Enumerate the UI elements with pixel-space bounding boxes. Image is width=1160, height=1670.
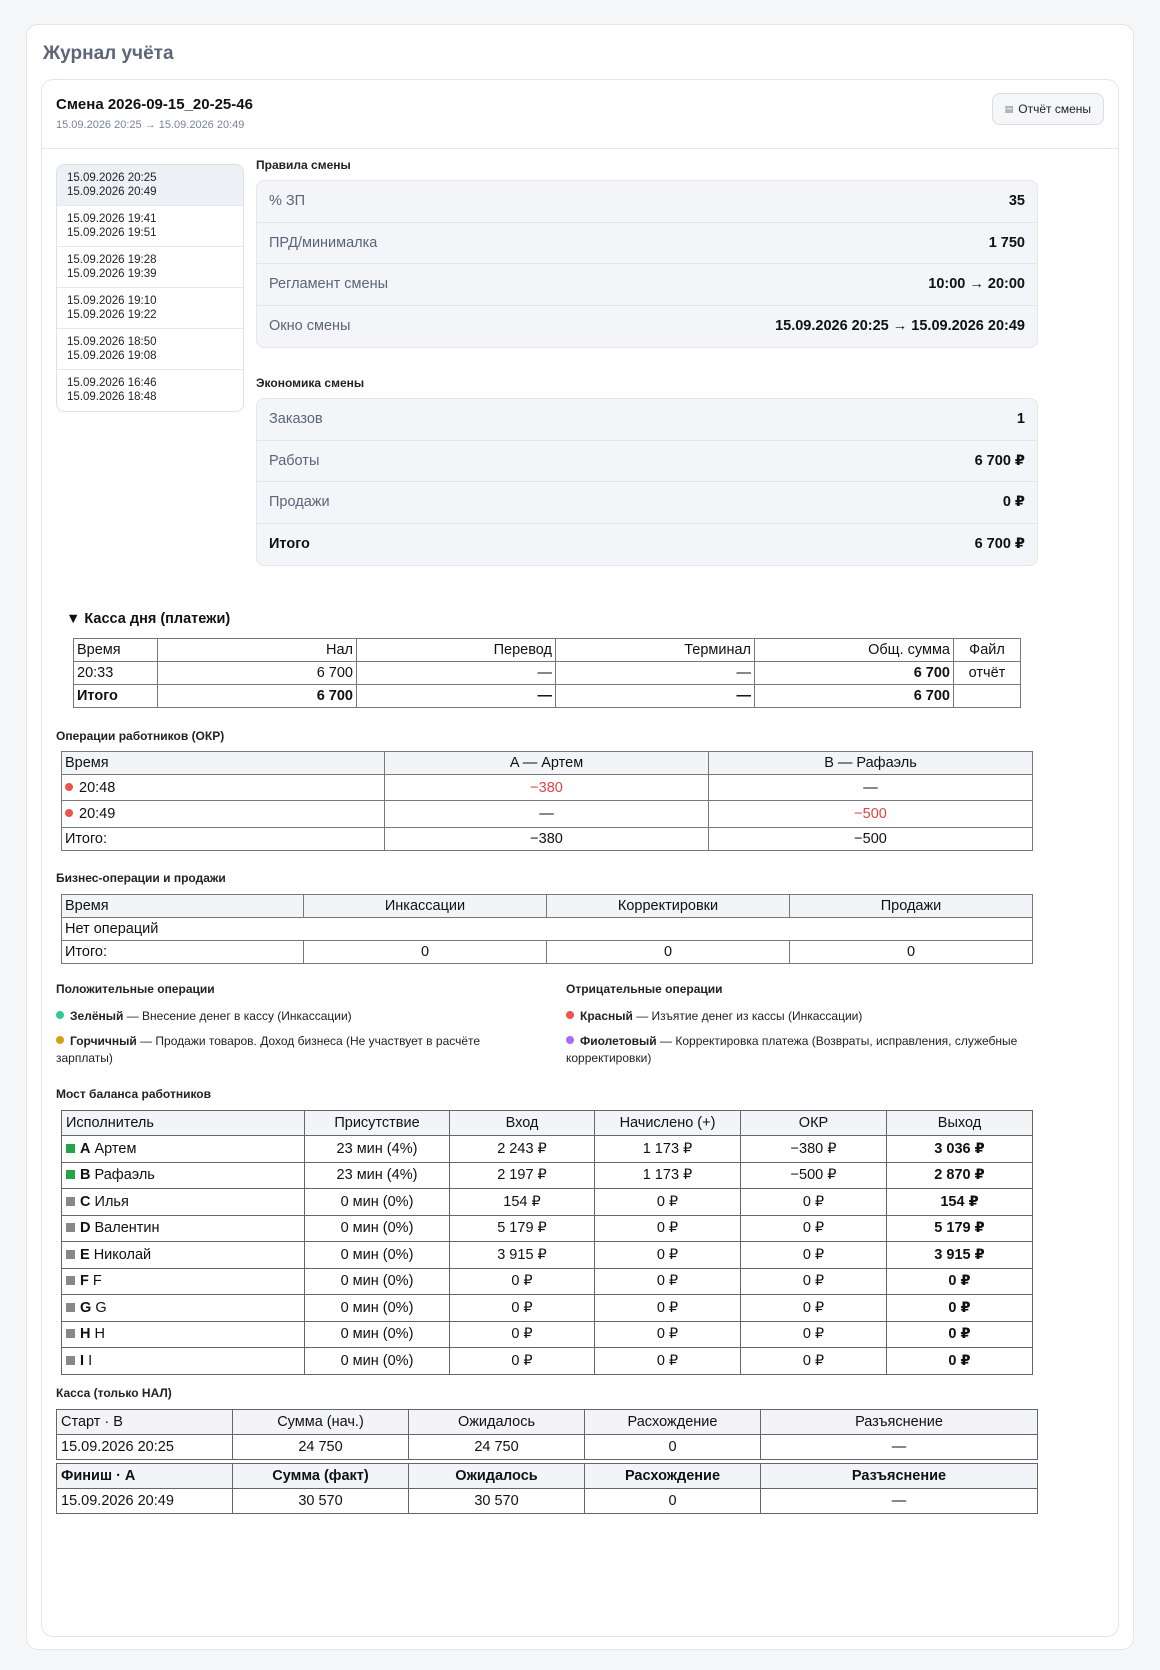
- cell: [62, 801, 385, 828]
- cell: —: [761, 1435, 1038, 1460]
- executor-cell: [62, 1242, 305, 1269]
- executor-code: H: [80, 1326, 91, 1343]
- kv-row: [257, 181, 1037, 223]
- cash-start-table: [56, 1409, 1038, 1460]
- legend-desc: — Изъятие денег из кассы (Инкассации): [632, 1009, 863, 1023]
- kv-value: 15.09.2026 20:25 → 15.09.2026 20:49: [775, 318, 1025, 335]
- cell-okr: −380 ₽: [741, 1136, 887, 1163]
- cell-presence: 0 мин (0%): [305, 1242, 450, 1269]
- col-header: Финиш · A: [57, 1464, 233, 1489]
- kv-key: Заказов: [269, 411, 323, 428]
- session-start: 15.09.2026 16:46: [67, 377, 157, 389]
- executor-cell: [62, 1348, 305, 1375]
- col-header: Время: [62, 895, 304, 918]
- session-item[interactable]: [57, 165, 243, 206]
- cell: −500: [709, 801, 1033, 828]
- cell-out: 0 ₽: [887, 1295, 1033, 1322]
- cell: —: [709, 775, 1033, 801]
- cell-accrued: 0 ₽: [595, 1268, 741, 1295]
- table-header-row: [57, 1410, 1038, 1435]
- cell-presence: 0 мин (0%): [305, 1189, 450, 1216]
- kv-row: [257, 482, 1037, 524]
- cell-okr: 0 ₽: [741, 1348, 887, 1375]
- legend-item: [56, 1008, 526, 1025]
- status-square-icon: [66, 1276, 75, 1285]
- col-header: Выход: [887, 1111, 1033, 1136]
- cell: −380: [385, 828, 709, 851]
- table-header-row: [62, 895, 1033, 918]
- status-square-icon: [66, 1223, 75, 1232]
- kv-key: ПРД/минималка: [269, 234, 378, 251]
- business-label: Бизнес-операции и продажи: [56, 871, 226, 885]
- cell-okr: 0 ₽: [741, 1321, 887, 1348]
- kv-value: 6 700 ₽: [974, 536, 1025, 553]
- table-header-row: [62, 1111, 1033, 1136]
- cell-out: 5 179 ₽: [887, 1215, 1033, 1242]
- cell-presence: 0 мин (0%): [305, 1295, 450, 1322]
- cell: Итого: [74, 685, 158, 708]
- session-item[interactable]: [57, 206, 243, 247]
- kv-key: Работы: [269, 452, 320, 469]
- table-row: [62, 1295, 1033, 1322]
- cell-okr: 0 ₽: [741, 1242, 887, 1269]
- session-start: 15.09.2026 19:10: [67, 295, 157, 307]
- table-header-row: [74, 639, 1021, 662]
- okr-time: 20:49: [79, 806, 116, 822]
- cell-accrued: 0 ₽: [595, 1321, 741, 1348]
- table-total-row: [62, 828, 1033, 851]
- cell: 20:33: [74, 662, 158, 685]
- cell-in: 0 ₽: [450, 1295, 595, 1322]
- executor-name: F: [92, 1273, 102, 1290]
- session-start: 15.09.2026 19:28: [67, 254, 157, 266]
- cell: 0: [304, 941, 547, 964]
- executor-code: B: [80, 1167, 91, 1184]
- col-header: Корректировки: [547, 895, 790, 918]
- table-total-row: [62, 941, 1033, 964]
- status-square-icon: [66, 1170, 75, 1179]
- cell-accrued: 0 ₽: [595, 1348, 741, 1375]
- table-row: [74, 662, 1021, 685]
- cell: −500: [709, 828, 1033, 851]
- executor-code: F: [80, 1273, 89, 1290]
- table-total-row: [74, 685, 1021, 708]
- cell-in: 0 ₽: [450, 1348, 595, 1375]
- kv-key: % ЗП: [269, 193, 306, 210]
- table-row: [57, 1489, 1038, 1514]
- executor-code: C: [80, 1193, 91, 1210]
- cell: 0: [585, 1435, 761, 1460]
- red-dot-icon: [65, 783, 73, 791]
- col-header: Ожидалось: [409, 1410, 585, 1435]
- kv-key: Окно смены: [269, 318, 351, 335]
- session-item[interactable]: [57, 370, 243, 411]
- session-item[interactable]: [57, 329, 243, 370]
- document-icon: ▤: [1004, 103, 1014, 114]
- cell-out: 0 ₽: [887, 1321, 1033, 1348]
- green-dot-icon: [56, 1011, 64, 1019]
- cell: 6 700: [158, 662, 357, 685]
- cell-presence: 0 мин (0%): [305, 1215, 450, 1242]
- bridge-table: [61, 1110, 1033, 1375]
- status-square-icon: [66, 1303, 75, 1312]
- cell-okr: 0 ₽: [741, 1189, 887, 1216]
- col-header: Расхождение: [585, 1410, 761, 1435]
- table-row: [62, 1348, 1033, 1375]
- executor-name: G: [95, 1299, 107, 1316]
- total-row: [257, 524, 1037, 566]
- cell: −380: [385, 775, 709, 801]
- cell-accrued: 0 ₽: [595, 1189, 741, 1216]
- col-header: Присутствие: [305, 1111, 450, 1136]
- session-item[interactable]: [57, 247, 243, 288]
- col-header: Разъяснение: [761, 1464, 1038, 1489]
- legend-item: [566, 1008, 1036, 1025]
- session-start: 15.09.2026 18:50: [67, 336, 157, 348]
- table-header-row: [57, 1464, 1038, 1489]
- kv-row: [257, 441, 1037, 483]
- table-row: [62, 1189, 1033, 1216]
- table-row: [62, 1215, 1033, 1242]
- table-row: [62, 1162, 1033, 1189]
- legend-item: [56, 1033, 526, 1067]
- cell: 24 750: [409, 1435, 585, 1460]
- cell-out: 0 ₽: [887, 1348, 1033, 1375]
- col-header: Расхождение: [585, 1464, 761, 1489]
- okr-time: 20:48: [79, 779, 116, 796]
- session-start: 15.09.2026 20:25: [67, 172, 157, 184]
- cell: 24 750: [233, 1435, 409, 1460]
- cell: Итого:: [62, 941, 304, 964]
- cell: —: [357, 685, 556, 708]
- cell-accrued: 0 ₽: [595, 1215, 741, 1242]
- table-row: [62, 918, 1033, 941]
- cell-accrued: 1 173 ₽: [595, 1136, 741, 1163]
- cell-presence: 23 мин (4%): [305, 1162, 450, 1189]
- cell-in: 0 ₽: [450, 1321, 595, 1348]
- cell-out: 3 915 ₽: [887, 1242, 1033, 1269]
- kv-key: Регламент смены: [269, 276, 389, 293]
- rules-label: Правила смены: [256, 158, 351, 172]
- executor-name: Рафаэль: [94, 1167, 155, 1184]
- cash-label: Касса (только НАЛ): [56, 1386, 172, 1400]
- status-square-icon: [66, 1356, 75, 1365]
- col-header: Файл: [954, 639, 1021, 662]
- legend-name: Красный: [580, 1009, 633, 1023]
- col-header: Время: [62, 752, 385, 775]
- economy-box: [256, 398, 1038, 566]
- cell: 30 570: [409, 1489, 585, 1514]
- executor-code: G: [80, 1299, 92, 1316]
- kv-row: [257, 223, 1037, 265]
- cell-okr: 0 ₽: [741, 1295, 887, 1322]
- executor-name: Николай: [93, 1246, 152, 1263]
- status-square-icon: [66, 1197, 75, 1206]
- col-header: Сумма (факт): [233, 1464, 409, 1489]
- shift-period: 15.09.2026 20:25 → 15.09.2026 20:49: [56, 119, 245, 131]
- cell: 0: [547, 941, 790, 964]
- cell-in: 3 915 ₽: [450, 1242, 595, 1269]
- col-header: Ожидалось: [409, 1464, 585, 1489]
- cash-finish-table: [56, 1463, 1038, 1514]
- cell-out: 3 036 ₽: [887, 1136, 1033, 1163]
- red-dot-icon: [566, 1011, 574, 1019]
- kv-row: [257, 306, 1037, 348]
- legend-name: Зелёный: [70, 1009, 124, 1023]
- session-start: 15.09.2026 19:41: [67, 213, 157, 225]
- session-end: 15.09.2026 18:48: [67, 391, 157, 403]
- cell: —: [761, 1489, 1038, 1514]
- col-header: Старт · B: [57, 1410, 233, 1435]
- kv-key: Итого: [269, 536, 310, 553]
- shift-title: Смена 2026-09-15_20-25-46: [56, 96, 253, 113]
- col-header: Время: [74, 639, 158, 662]
- rules-box: [256, 180, 1038, 348]
- cell-in: 2 197 ₽: [450, 1162, 595, 1189]
- col-header: Терминал: [556, 639, 755, 662]
- cell: 15.09.2026 20:49: [57, 1489, 233, 1514]
- legend-desc: — Продажи товаров. Доход бизнеса (Не участвует в расчёте зарплаты): [56, 1034, 481, 1065]
- legend-negative-title: Отрицательные операции: [566, 982, 723, 996]
- session-end: 15.09.2026 19:22: [67, 309, 157, 321]
- kv-value: 10:00 → 20:00: [928, 276, 1025, 293]
- session-list: [56, 164, 244, 412]
- cell: 6 700: [158, 685, 357, 708]
- cell-accrued: 1 173 ₽: [595, 1162, 741, 1189]
- executor-name: Валентин: [94, 1220, 160, 1237]
- empty-message: Нет операций: [62, 918, 1033, 941]
- kv-row: [257, 264, 1037, 306]
- cell-okr: 0 ₽: [741, 1215, 887, 1242]
- cell-accrued: 0 ₽: [595, 1295, 741, 1322]
- col-header: Сумма (нач.): [233, 1410, 409, 1435]
- shift-card: [41, 79, 1119, 1637]
- kv-value: 1 750: [988, 234, 1025, 251]
- cell: 0: [790, 941, 1033, 964]
- session-end: 15.09.2026 20:49: [67, 186, 157, 198]
- executor-code: D: [80, 1220, 91, 1237]
- cell: —: [385, 801, 709, 828]
- col-header: B — Рафаэль: [709, 752, 1033, 775]
- table-row: [57, 1435, 1038, 1460]
- cell: 30 570: [233, 1489, 409, 1514]
- kv-row: [257, 399, 1037, 441]
- cell-in: 154 ₽: [450, 1189, 595, 1216]
- table-row: [62, 1242, 1033, 1269]
- cell-presence: 23 мин (4%): [305, 1136, 450, 1163]
- session-item[interactable]: [57, 288, 243, 329]
- cell-out: 154 ₽: [887, 1189, 1033, 1216]
- cell: —: [556, 662, 755, 685]
- col-header: ОКР: [741, 1111, 887, 1136]
- business-table: [61, 894, 1033, 964]
- executor-code: E: [80, 1246, 90, 1263]
- legend-name: Горчичный: [70, 1034, 137, 1048]
- kassa-day-toggle[interactable]: ▼ Касса дня (платежи): [66, 611, 231, 627]
- executor-name: Илья: [94, 1193, 129, 1210]
- purple-dot-icon: [566, 1036, 574, 1044]
- executor-name: Артем: [94, 1140, 137, 1157]
- cell: —: [556, 685, 755, 708]
- executor-code: I: [80, 1352, 85, 1369]
- col-header: Разъяснение: [761, 1410, 1038, 1435]
- legend-negative: [566, 981, 1036, 1075]
- kv-value: 6 700 ₽: [974, 452, 1025, 469]
- executor-cell: [62, 1295, 305, 1322]
- kv-value: 1: [1016, 411, 1025, 428]
- table-row: [62, 801, 1033, 828]
- okr-table: [61, 751, 1033, 851]
- cell-okr: −500 ₽: [741, 1162, 887, 1189]
- legend-item: [566, 1033, 1036, 1067]
- kv-value: 0 ₽: [1002, 494, 1025, 511]
- cell: 6 700: [755, 685, 954, 708]
- shift-report-label: Отчёт смены: [1018, 102, 1091, 116]
- executor-cell: [62, 1162, 305, 1189]
- bridge-label: Мост баланса работников: [56, 1087, 212, 1101]
- mustard-dot-icon: [56, 1036, 64, 1044]
- executor-name: H: [94, 1326, 105, 1343]
- kv-key: Продажи: [269, 494, 330, 511]
- col-header: Инкассации: [304, 895, 547, 918]
- cell: —: [357, 662, 556, 685]
- shift-header: [42, 80, 1118, 149]
- cell: 6 700: [755, 662, 954, 685]
- executor-cell: [62, 1268, 305, 1295]
- executor-cell: [62, 1189, 305, 1216]
- col-header: Продажи: [790, 895, 1033, 918]
- cell-presence: 0 мин (0%): [305, 1321, 450, 1348]
- cell-in: 0 ₽: [450, 1268, 595, 1295]
- col-header: A — Артем: [385, 752, 709, 775]
- cell-out: 2 870 ₽: [887, 1162, 1033, 1189]
- okr-label: Операции работников (ОКР): [56, 729, 225, 743]
- session-end: 15.09.2026 19:51: [67, 227, 157, 239]
- session-end: 15.09.2026 19:39: [67, 268, 157, 280]
- cell: [62, 775, 385, 801]
- shift-report-button[interactable]: [992, 93, 1104, 125]
- legend-positive-title: Положительные операции: [56, 982, 215, 996]
- executor-cell: [62, 1321, 305, 1348]
- table-header-row: [62, 752, 1033, 775]
- session-end: 15.09.2026 19:08: [67, 350, 157, 362]
- table-row: [62, 1268, 1033, 1295]
- status-square-icon: [66, 1329, 75, 1338]
- executor-name: I: [88, 1352, 93, 1369]
- journal-panel: [26, 24, 1134, 1650]
- col-header: Вход: [450, 1111, 595, 1136]
- table-row: [62, 1321, 1033, 1348]
- col-header: Перевод: [357, 639, 556, 662]
- report-file-link[interactable]: отчёт: [954, 662, 1021, 685]
- cell-in: 5 179 ₽: [450, 1215, 595, 1242]
- cell-accrued: 0 ₽: [595, 1242, 741, 1269]
- col-header: Исполнитель: [62, 1111, 305, 1136]
- col-header: Нал: [158, 639, 357, 662]
- executor-cell: [62, 1136, 305, 1163]
- cell: Итого:: [62, 828, 385, 851]
- status-square-icon: [66, 1250, 75, 1259]
- col-header: Начислено (+): [595, 1111, 741, 1136]
- legend-desc: — Корректировка платежа (Возвраты, исправления, служебные корректировки): [566, 1034, 1018, 1065]
- red-dot-icon: [65, 809, 73, 817]
- economy-label: Экономика смены: [256, 376, 365, 390]
- cell: 0: [585, 1489, 761, 1514]
- table-row: [62, 1136, 1033, 1163]
- kv-value: 35: [1008, 193, 1025, 210]
- kassa-day-table: [73, 638, 1021, 708]
- legend-positive: [56, 981, 526, 1075]
- page-title: Журнал учёта: [43, 43, 174, 64]
- cell: 15.09.2026 20:25: [57, 1435, 233, 1460]
- cell-presence: 0 мин (0%): [305, 1268, 450, 1295]
- executor-code: A: [80, 1140, 91, 1157]
- cell-in: 2 243 ₽: [450, 1136, 595, 1163]
- table-row: [62, 775, 1033, 801]
- legend-name: Фиолетовый: [580, 1034, 657, 1048]
- cell-okr: 0 ₽: [741, 1268, 887, 1295]
- executor-cell: [62, 1215, 305, 1242]
- cell: [954, 685, 1021, 708]
- col-header: Общ. сумма: [755, 639, 954, 662]
- cell-presence: 0 мин (0%): [305, 1348, 450, 1375]
- legend-desc: — Внесение денег в кассу (Инкассации): [123, 1009, 352, 1023]
- status-square-icon: [66, 1144, 75, 1153]
- cell-out: 0 ₽: [887, 1268, 1033, 1295]
